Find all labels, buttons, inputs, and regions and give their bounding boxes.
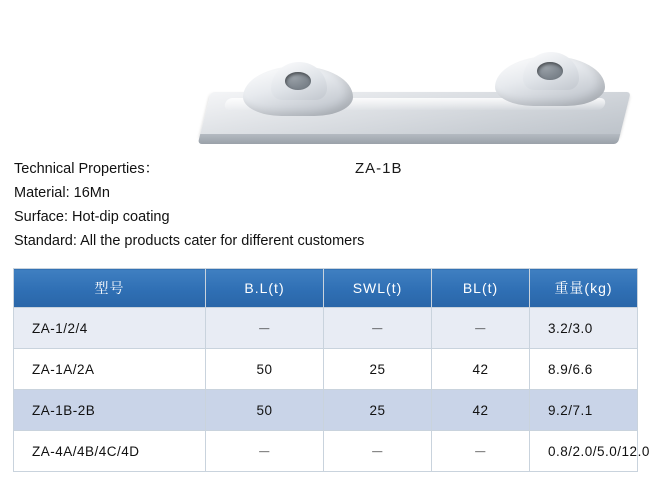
technical-material: Material: 16Mn bbox=[14, 185, 110, 201]
technical-standard: Standard: All the products cater for different customers bbox=[14, 233, 365, 249]
column-header-weight: 重量(kg) bbox=[530, 269, 638, 308]
cell-blt: － bbox=[432, 308, 530, 349]
cell-model: ZA-1/2/4 bbox=[14, 308, 206, 349]
cell-weight: 8.9/6.6 bbox=[530, 349, 638, 390]
table-row bbox=[14, 308, 638, 349]
cell-model: ZA-4A/4B/4C/4D bbox=[14, 431, 206, 472]
cell-blt: － bbox=[432, 431, 530, 472]
column-header-model: 型号 bbox=[14, 269, 206, 308]
table-header-row bbox=[14, 269, 638, 308]
left-lug-hole bbox=[285, 72, 311, 90]
technical-surface: Surface: Hot-dip coating bbox=[14, 209, 170, 225]
column-header-blt: BL(t) bbox=[432, 269, 530, 308]
technical-heading: Technical Properties： bbox=[14, 161, 160, 177]
table-row bbox=[14, 349, 638, 390]
technical-properties bbox=[14, 157, 634, 253]
cell-model: ZA-1B-2B bbox=[14, 390, 206, 431]
cell-bl: － bbox=[206, 308, 324, 349]
right-lug-icon bbox=[495, 50, 605, 106]
cell-swl: － bbox=[324, 431, 432, 472]
cell-weight: 9.2/7.1 bbox=[530, 390, 638, 431]
product-caption: ZA-1B bbox=[355, 160, 403, 177]
table-row bbox=[14, 390, 638, 431]
right-lug-hole bbox=[537, 62, 563, 80]
specification-table bbox=[13, 268, 650, 472]
cell-swl: 25 bbox=[324, 390, 432, 431]
plate-front-edge bbox=[198, 134, 620, 144]
table-row bbox=[14, 431, 638, 472]
cell-weight: 3.2/3.0 bbox=[530, 308, 638, 349]
lifting-pad-eye-icon bbox=[185, 42, 645, 152]
column-header-swl: SWL(t) bbox=[324, 269, 432, 308]
column-header-bl: B.L(t) bbox=[206, 269, 324, 308]
cell-swl: 25 bbox=[324, 349, 432, 390]
cell-weight: 0.8/2.0/5.0/12.0 bbox=[530, 431, 638, 472]
cell-blt: 42 bbox=[432, 349, 530, 390]
cell-bl: － bbox=[206, 431, 324, 472]
cell-model: ZA-1A/2A bbox=[14, 349, 206, 390]
cell-bl: 50 bbox=[206, 390, 324, 431]
cell-swl: － bbox=[324, 308, 432, 349]
cell-bl: 50 bbox=[206, 349, 324, 390]
cell-blt: 42 bbox=[432, 390, 530, 431]
left-lug-icon bbox=[243, 60, 353, 116]
